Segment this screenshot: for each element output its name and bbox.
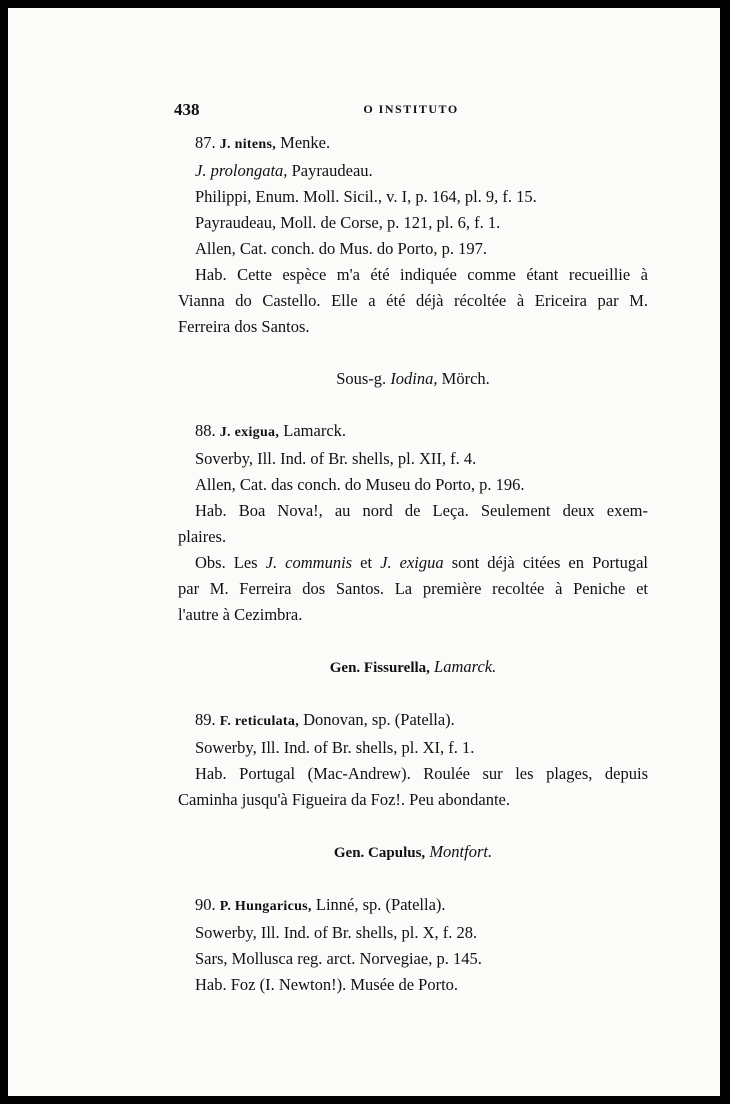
habitat-line: Hab. Cette espèce m'a été indiquée comme étant recueillie à <box>195 265 648 284</box>
entry-89-title <box>178 707 648 735</box>
habitat-line: plaires. <box>178 527 227 546</box>
habitat-line: Hab. Portugal (Mac-Andrew). Roulée sur les plages, depuis <box>195 764 648 783</box>
journal-title: O INSTITUTO <box>363 102 459 116</box>
species-name: P. Hungaricus, <box>219 899 312 914</box>
reference-line: Allen, Cat. conch. do Mus. do Porto, p. 197. <box>195 239 487 258</box>
subgenus-author: Mörch. <box>441 369 490 388</box>
species-name: F. reticulata, <box>219 714 299 729</box>
obs-prefix: Obs. Les <box>195 553 258 572</box>
reference-line: Soverby, Ill. Ind. of Br. shells, pl. XII, f. 4. <box>195 449 477 468</box>
genus-author: Montfort. <box>429 842 493 861</box>
species-name: J. nitens, <box>219 137 277 152</box>
habitat-line: Hab. Foz (I. Newton!). Musée de Porto. <box>195 975 459 994</box>
species-author: Menke. <box>280 133 331 152</box>
entry-number: 88. <box>195 421 216 440</box>
page <box>8 8 720 1096</box>
habitat-line: Hab. Boa Nova!, au nord de Leça. Seulement deux exem- <box>195 501 648 520</box>
genus-heading-fissurella <box>178 654 648 681</box>
entry-number: 89. <box>195 710 216 729</box>
subgenus-heading <box>178 366 648 392</box>
genus-heading-capulus <box>178 839 648 866</box>
species-author: Linné, sp. (Patella). <box>315 895 446 914</box>
obs-species-1: J. communis <box>265 553 353 572</box>
genus-author: Lamarck. <box>434 657 497 676</box>
obs-conjunction: et <box>360 553 373 572</box>
reference-line: Sars, Mollusca reg. arct. Norvegiae, p. 145. <box>195 949 482 968</box>
running-head <box>174 100 648 122</box>
entry-87-title <box>178 130 648 158</box>
entry-90-title <box>178 892 648 920</box>
observation-line: par M. Ferreira dos Santos. La première recoltée à Peniche et <box>178 579 648 598</box>
subgenus-prefix: Sous-g. <box>336 369 387 388</box>
reference-line: Allen, Cat. das conch. do Museu do Porto, p. 196. <box>195 475 525 494</box>
entry-number: 90. <box>195 895 216 914</box>
genus-label: Gen. Capulus, <box>333 845 426 861</box>
entry-87-synonym <box>178 158 648 184</box>
synonym-author: Payraudeau. <box>291 161 373 180</box>
habitat-line: Caminha jusqu'à Figueira da Foz!. Peu abondante. <box>178 790 510 809</box>
habitat-line: Ferreira dos Santos. <box>178 317 310 336</box>
habitat-line: Vianna do Castello. Elle a été déjà récoltée à Ericeira par M. <box>178 291 648 310</box>
observation-line <box>178 550 648 576</box>
observation-line: l'autre à Cezimbra. <box>178 605 303 624</box>
obs-rest: sont déjà citées en Portugal <box>451 553 648 572</box>
species-author: Lamarck. <box>283 421 347 440</box>
reference-line: Sowerby, Ill. Ind. of Br. shells, pl. XI, f. 1. <box>195 738 475 757</box>
obs-species-2: J. exigua <box>380 553 444 572</box>
entry-number: 87. <box>195 133 216 152</box>
synonym-name: J. prolongata, <box>195 161 288 180</box>
genus-label: Gen. Fissurella, <box>329 660 430 676</box>
species-name: J. exigua, <box>219 425 280 440</box>
subgenus-name: Iodina, <box>390 369 438 388</box>
text-block <box>178 130 648 998</box>
page-number: 438 <box>174 100 200 119</box>
reference-line: Payraudeau, Moll. de Corse, p. 121, pl. 6, f. 1. <box>195 213 501 232</box>
entry-88-title <box>178 418 648 446</box>
reference-line: Philippi, Enum. Moll. Sicil., v. I, p. 164, pl. 9, f. 15. <box>195 187 537 206</box>
reference-line: Sowerby, Ill. Ind. of Br. shells, pl. X, f. 28. <box>195 923 478 942</box>
species-author: Donovan, sp. (Patella). <box>303 710 455 729</box>
